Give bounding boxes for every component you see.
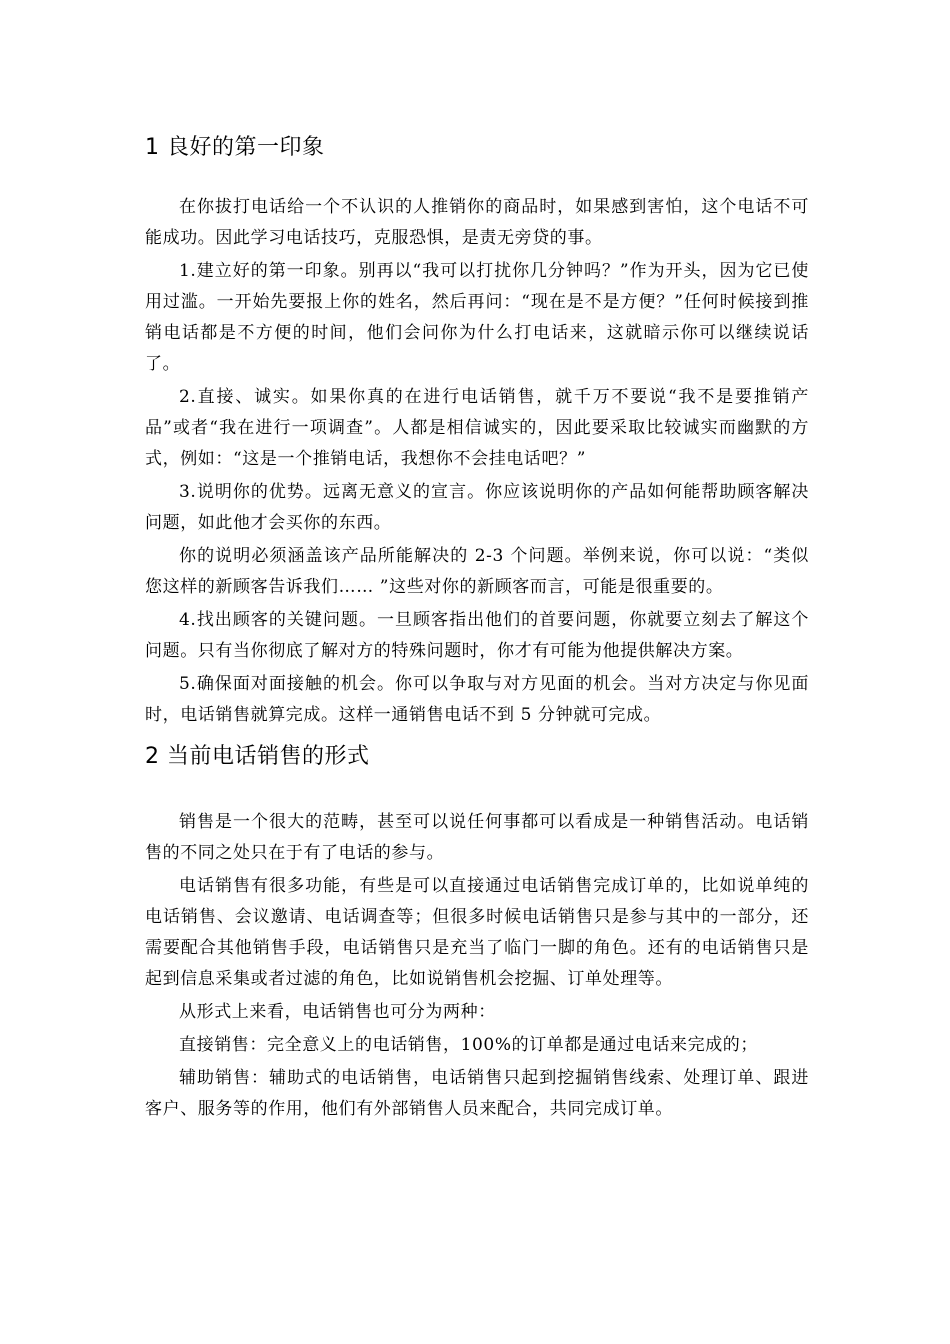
- paragraph: 2.直接、诚实。如果你真的在进行电话销售，就千万不要说“我不是要推销产品”或者“我在进行一项调查”。人都是相信诚实的，因此要采取比较诚实而幽默的方式，例如：“这是一个推销电话，我想你不会挂电话吧？”: [145, 387, 809, 469]
- paragraph: 在你拔打电话给一个不认识的人推销你的商品时，如果感到害怕，这个电话不可能成功。因此学习电话技巧，克服恐惧，是责无旁贷的事。: [145, 197, 809, 248]
- paragraph: 销售是一个很大的范畴，甚至可以说任何事都可以看成是一种销售活动。电话销售的不同之处只在于有了电话的参与。: [145, 812, 809, 863]
- document-body: [145, 132, 809, 1127]
- paragraph: 直接销售：完全意义上的电话销售，100%的订单都是通过电话来完成的；: [179, 1035, 758, 1055]
- section-heading-telesales-forms: 2 当前电话销售的形式: [145, 744, 370, 769]
- paragraph: 你的说明必须涵盖该产品所能解决的 2-3 个问题。举例来说，你可以说：“类似您这样的新顾客告诉我们…… ”这些对你的新顾客而言，可能是很重要的。: [145, 546, 809, 597]
- paragraph: 5.确保面对面接触的机会。你可以争取与对方见面的机会。当对方决定与你见面时，电话销售就算完成。这样一通销售电话不到 5 分钟就可完成。: [145, 674, 809, 725]
- paragraph: 电话销售有很多功能，有些是可以直接通过电话销售完成订单的，比如说单纯的电话销售、会议邀请、电话调查等；但很多时候电话销售只是参与其中的一部分，还需要配合其他销售手段，电话销售只是充当了临门一脚的角色。还有的电话销售只是起到信息采集或者过滤的角色，比如说销售机会挖掘、订单处理等。: [145, 876, 809, 989]
- paragraph: 从形式上来看，电话销售也可分为两种：: [179, 1002, 496, 1022]
- paragraph: 1.建立好的第一印象。别再以“我可以打扰你几分钟吗？”作为开头，因为它已使用过滥。一开始先要报上你的姓名，然后再问：“现在是不是方便？”任何时候接到推销电话都是不方便的时间，他们会问你为什么打电话来，这就暗示你可以继续说话了。: [145, 261, 809, 374]
- paragraph: 3.说明你的优势。远离无意义的宣言。你应该说明你的产品如何能帮助顾客解决问题，如此他才会买你的东西。: [145, 482, 809, 533]
- section-heading-good-first-impression: 1 良好的第一印象: [145, 135, 325, 160]
- paragraph: 4.找出顾客的关键问题。一旦顾客指出他们的首要问题，你就要立刻去了解这个问题。只有当你彻底了解对方的特殊问题时，你才有可能为他提供解决方案。: [145, 610, 809, 661]
- paragraph: 辅助销售：辅助式的电话销售，电话销售只起到挖掘销售线索、处理订单、跟进客户、服务等的作用，他们有外部销售人员来配合，共同完成订单。: [145, 1068, 809, 1119]
